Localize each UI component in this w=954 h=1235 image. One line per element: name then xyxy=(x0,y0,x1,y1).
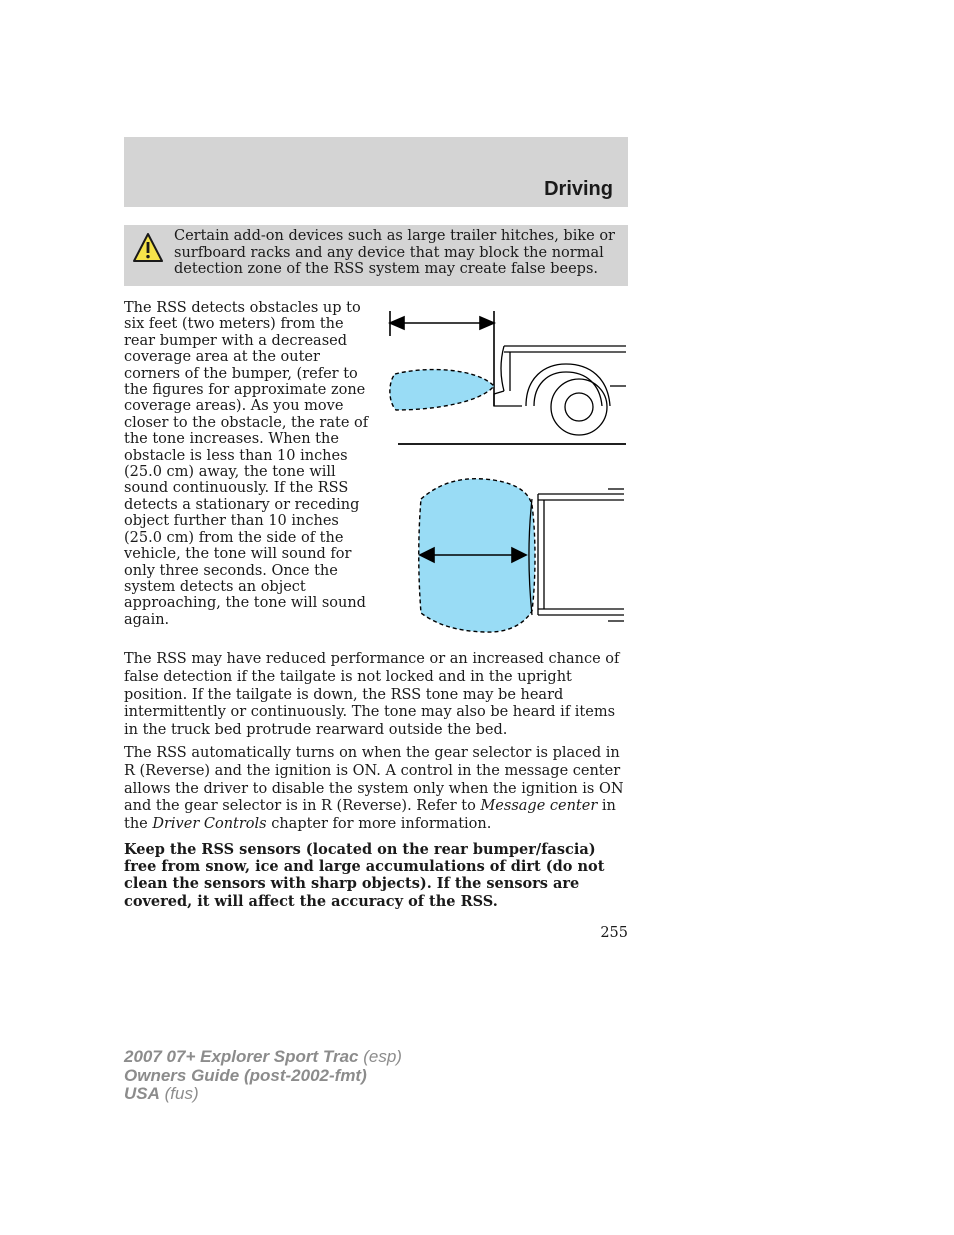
truck-outline xyxy=(529,489,624,621)
tailgate-paragraph: The RSS may have reduced performance or an increased chance of false detection if the tailgate is not locked and in the upright position. If the tailgate is down, the RSS tone may be heard intermittently or continuously. The tone may also be heard if items in the truck bed protrude rearward outside the bed. xyxy=(124,651,620,739)
section-header xyxy=(124,137,628,207)
message-center-reference: Message center xyxy=(480,798,598,815)
warning-box xyxy=(124,225,628,286)
activation-paragraph: The RSS automatically turns on when the gear selector is placed in R (Reverse) and the ignition is ON. A control in the message center allows the driver to disable the system only when the ignition is ON and the gear selector is in R (Reverse). Refer to Message center in the Driver Controls chapter for more information. xyxy=(124,745,624,833)
warning-triangle-icon xyxy=(132,232,164,264)
page-number: 255 xyxy=(600,925,628,941)
top-view-diagram xyxy=(412,475,626,637)
sensor-care-paragraph: Keep the RSS sensors (located on the rear bumper/fascia) free from snow, ice and large accumulations of dirt (do not clean the sensors with sharp objects). If the sensors are covered, it will affect the accuracy of the RSS. xyxy=(124,841,605,910)
range-arrow xyxy=(390,311,494,336)
document-footer: 2007 07+ Explorer Sport Trac (esp) Owners Guide (post-2002-fmt) USA (fus) xyxy=(124,1047,402,1103)
section-title: Driving xyxy=(544,178,613,200)
driver-controls-reference: Driver Controls xyxy=(152,816,267,833)
warning-text: Certain add-on devices such as large trailer hitches, bike or surfboard racks and any device that may block the normal detection zone of the RSS system may create false beeps. xyxy=(174,228,615,277)
detection-zone xyxy=(390,370,494,410)
side-view-diagram xyxy=(386,306,628,448)
intro-paragraph: The RSS detects obstacles up to six feet (two meters) from the rear bumper with a decreased coverage area at the outer corners of the bumper, (refer to the figures for approximate zone coverage areas). As you move closer to the obstacle, the rate of the tone increases. When the obstacle is less than 10 inches (25.0 cm) away, the tone will sound continuously. If the RSS detects a stationary or receding object further than 10 inches (25.0 cm) from the side of the vehicle, the tone will sound for only three seconds. Once the system detects an object approaching, the tone will sound again. xyxy=(124,300,369,628)
truck-outline xyxy=(494,346,626,435)
